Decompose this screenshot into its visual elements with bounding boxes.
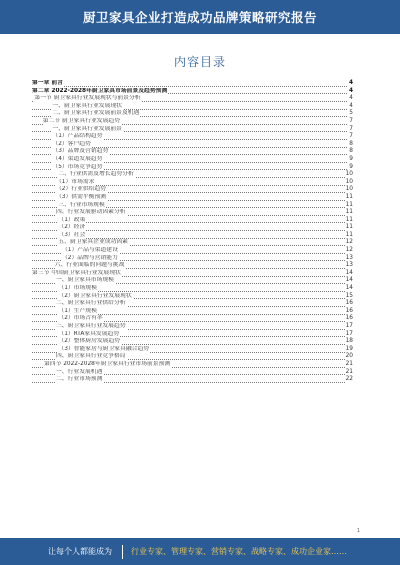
report-header-bar — [0, 0, 400, 34]
toc-entry-title: 第三节 中国厨卫家具行业发展现状 — [32, 269, 121, 276]
toc-entry-page: 4 — [349, 95, 353, 102]
report-title: 厨卫家具企业打造成功品牌策略研究报告 — [82, 10, 317, 25]
footer-slogan-right: 行业专家、管理专家、营销专家、战略专家、成功企业家…… — [131, 547, 347, 556]
toc-entry-title: （1）政策 — [58, 216, 86, 223]
toc-entry[interactable] — [32, 148, 353, 156]
toc-entry[interactable] — [32, 194, 353, 202]
toc-title: 内容目录 — [173, 55, 226, 69]
toc-entry-title: 第二节 厨卫家具行业发展趋势 — [42, 117, 120, 124]
toc-entry[interactable] — [32, 239, 353, 247]
toc-entry-page: 15 — [345, 292, 353, 299]
toc-entry-title: 二、行业市场预测 — [56, 376, 103, 383]
toc-entry-title: （2）整体厨房发展趋势 — [58, 338, 121, 345]
toc-entry[interactable] — [32, 224, 353, 232]
toc-entry-title: 二、行业供需及增长趋势分析 — [58, 171, 134, 178]
toc-entry-page: 10 — [345, 171, 353, 178]
toc-entry[interactable] — [32, 361, 353, 369]
toc-entry-title: （2）行业供给趋势 — [56, 186, 107, 193]
toc-entry-page: 14 — [345, 269, 353, 276]
toc-entry[interactable] — [32, 133, 353, 141]
toc-entry[interactable] — [32, 110, 353, 118]
toc-entry[interactable] — [32, 202, 353, 210]
toc-entry[interactable] — [32, 346, 353, 354]
toc-entry-title: 五、厨卫家具企业成功因素 — [58, 239, 128, 246]
toc-entry-page: 11 — [345, 216, 353, 223]
toc-entry[interactable] — [32, 293, 353, 301]
toc-entry-title: （1）市场需求 — [56, 178, 95, 185]
toc-entry[interactable] — [32, 247, 353, 255]
toc-entry-page: 4 — [349, 102, 353, 109]
toc-entry-title: 四、厨卫家具行业竞争格局 — [56, 353, 126, 360]
toc-entry[interactable] — [32, 217, 353, 225]
toc-entry-page: 9 — [349, 155, 353, 162]
toc-entry-title: 三、厨卫家具行业发展趋势 — [56, 323, 126, 329]
toc-entry-page: 21 — [345, 360, 353, 367]
toc-entry-title: 一、厨卫家具行业发展现状 — [52, 102, 122, 109]
toc-entry-title: （1）产品与渠道建设 — [62, 247, 118, 254]
toc-entry-page: 10 — [345, 186, 353, 193]
toc-entry-title: （1）生产规模 — [58, 307, 97, 314]
toc-entry-page: 13 — [345, 262, 353, 269]
toc-entry-page: 17 — [345, 330, 353, 337]
toc-entry[interactable] — [32, 255, 353, 263]
toc-entry-title: （2）厨卫家具行业发展现状 — [58, 292, 132, 299]
toc-entry[interactable] — [32, 186, 353, 194]
footer-divider — [122, 545, 123, 559]
toc-entry-page: 16 — [345, 315, 353, 322]
toc-entry[interactable] — [32, 164, 353, 172]
toc-entry-page: 8 — [349, 148, 353, 155]
footer-slogan-left: 让每个人都能成为 — [48, 547, 112, 556]
toc-entry-page: 16 — [345, 307, 353, 314]
toc-entry[interactable] — [32, 171, 353, 179]
page-number: 1 — [356, 528, 360, 534]
toc-entry[interactable] — [32, 232, 353, 240]
toc-entry-title: 一、厨卫家具行业发展前景 — [52, 125, 122, 132]
table-of-contents — [32, 80, 353, 384]
toc-entry-title: 四、行业发展驱动因素分析 — [56, 209, 126, 216]
toc-entry-page: 16 — [345, 300, 353, 307]
toc-entry-page: 4 — [348, 80, 353, 86]
toc-entry-title: 第一章 前言 — [32, 80, 64, 86]
toc-entry[interactable] — [32, 353, 353, 361]
toc-entry-page: 7 — [349, 117, 353, 124]
toc-entry-page: 12 — [345, 239, 353, 246]
toc-entry-page: 8 — [349, 140, 353, 147]
toc-entry-page: 18 — [345, 338, 353, 345]
toc-entry-title: 一、厨卫家具市场规模 — [56, 277, 114, 284]
toc-entry-title: 第二章 2022-2028年厨卫家具市场前景及趋势预测 — [32, 87, 168, 94]
toc-entry[interactable] — [32, 103, 353, 111]
toc-entry-title: （1）产品结构趋势 — [52, 133, 103, 140]
toc-entry[interactable] — [32, 376, 353, 384]
toc-entry-page: 20 — [345, 353, 353, 360]
toc-entry-page: 5 — [349, 110, 353, 117]
toc-entry-page: 14 — [345, 277, 353, 284]
toc-entry-page: 14 — [345, 285, 353, 292]
toc-entry-title: 第四节 2022-2028年厨卫家具行业市场前景预测 — [44, 360, 171, 367]
toc-entry-title: 二、厨卫家具行业供给分析 — [56, 300, 126, 307]
toc-entry-title: （4）渠道发展趋势 — [52, 155, 103, 162]
toc-entry-title: 六、行业面临的问题与挑战 — [54, 262, 125, 269]
toc-entry[interactable] — [32, 308, 353, 316]
toc-entry[interactable] — [32, 141, 353, 149]
toc-entry-page: 11 — [345, 231, 353, 238]
toc-entry-title: （3）智能家居与厨卫家具融合趋势 — [58, 345, 150, 352]
toc-entry[interactable] — [32, 156, 353, 164]
toc-entry[interactable] — [32, 277, 353, 285]
toc-entry[interactable] — [32, 285, 353, 293]
footer-bar — [0, 538, 400, 565]
toc-entry[interactable] — [32, 338, 353, 346]
toc-entry-title: （2）经济 — [58, 224, 86, 231]
toc-entry-page: 11 — [345, 209, 353, 216]
toc-entry[interactable] — [32, 315, 353, 323]
toc-entry-page: 9 — [349, 163, 353, 170]
toc-entry-title: （3）社会 — [58, 231, 86, 238]
toc-entry-title: 二、厨卫家具行业发展前景及机遇 — [52, 110, 140, 117]
toc-entry-title: （5）市场竞争趋势 — [52, 163, 103, 170]
toc-entry-title: （1）RTA家具发展趋势 — [58, 330, 120, 337]
toc-entry[interactable] — [32, 80, 353, 88]
toc-entry-title: （3）供需平衡预测 — [56, 193, 107, 200]
toc-entry[interactable] — [32, 126, 353, 134]
toc-entry-page: 19 — [345, 345, 353, 352]
toc-entry-title: 三、行业市场规模 — [58, 201, 105, 208]
toc-entry[interactable] — [32, 262, 353, 270]
toc-entry-page: 11 — [345, 201, 353, 208]
toc-entry-title: （2）品牌与营销能力 — [62, 254, 118, 261]
toc-entry-page: 11 — [345, 193, 353, 200]
toc-entry[interactable] — [32, 179, 353, 187]
toc-entry-page: 13 — [345, 254, 353, 261]
toc-entry[interactable] — [32, 209, 353, 217]
toc-entry-page: 7 — [349, 133, 353, 140]
toc-entry[interactable] — [32, 270, 353, 278]
toc-entry-page: 7 — [349, 125, 353, 132]
toc-entry[interactable] — [32, 331, 353, 339]
toc-entry-page: 10 — [345, 178, 353, 185]
toc-entry[interactable] — [32, 95, 353, 103]
toc-entry[interactable] — [32, 323, 353, 331]
toc-entry[interactable] — [32, 118, 353, 126]
toc-entry-page: 21 — [345, 368, 353, 375]
toc-entry-page: 11 — [345, 224, 353, 231]
toc-entry-page: 22 — [345, 376, 353, 383]
toc-entry-page: 4 — [348, 87, 353, 94]
toc-entry-page: 17 — [345, 323, 353, 329]
toc-entry-page: 12 — [345, 247, 353, 254]
toc-entry-title: （2）客户趋势 — [52, 140, 91, 147]
toc-entry-title: 第一节 厨卫家具行业发展现状与前景分析 — [34, 95, 141, 102]
toc-entry-title: （3）品牌及营销趋势 — [52, 148, 109, 155]
toc-entry-title: （2）市场占有率 — [58, 315, 103, 322]
toc-entry[interactable] — [32, 300, 353, 308]
toc-entry-title: 一、行业发展机遇 — [56, 368, 103, 375]
toc-entry[interactable] — [32, 369, 353, 377]
toc-entry-title: （1）市场规模 — [58, 285, 97, 292]
toc-entry[interactable] — [32, 88, 353, 96]
